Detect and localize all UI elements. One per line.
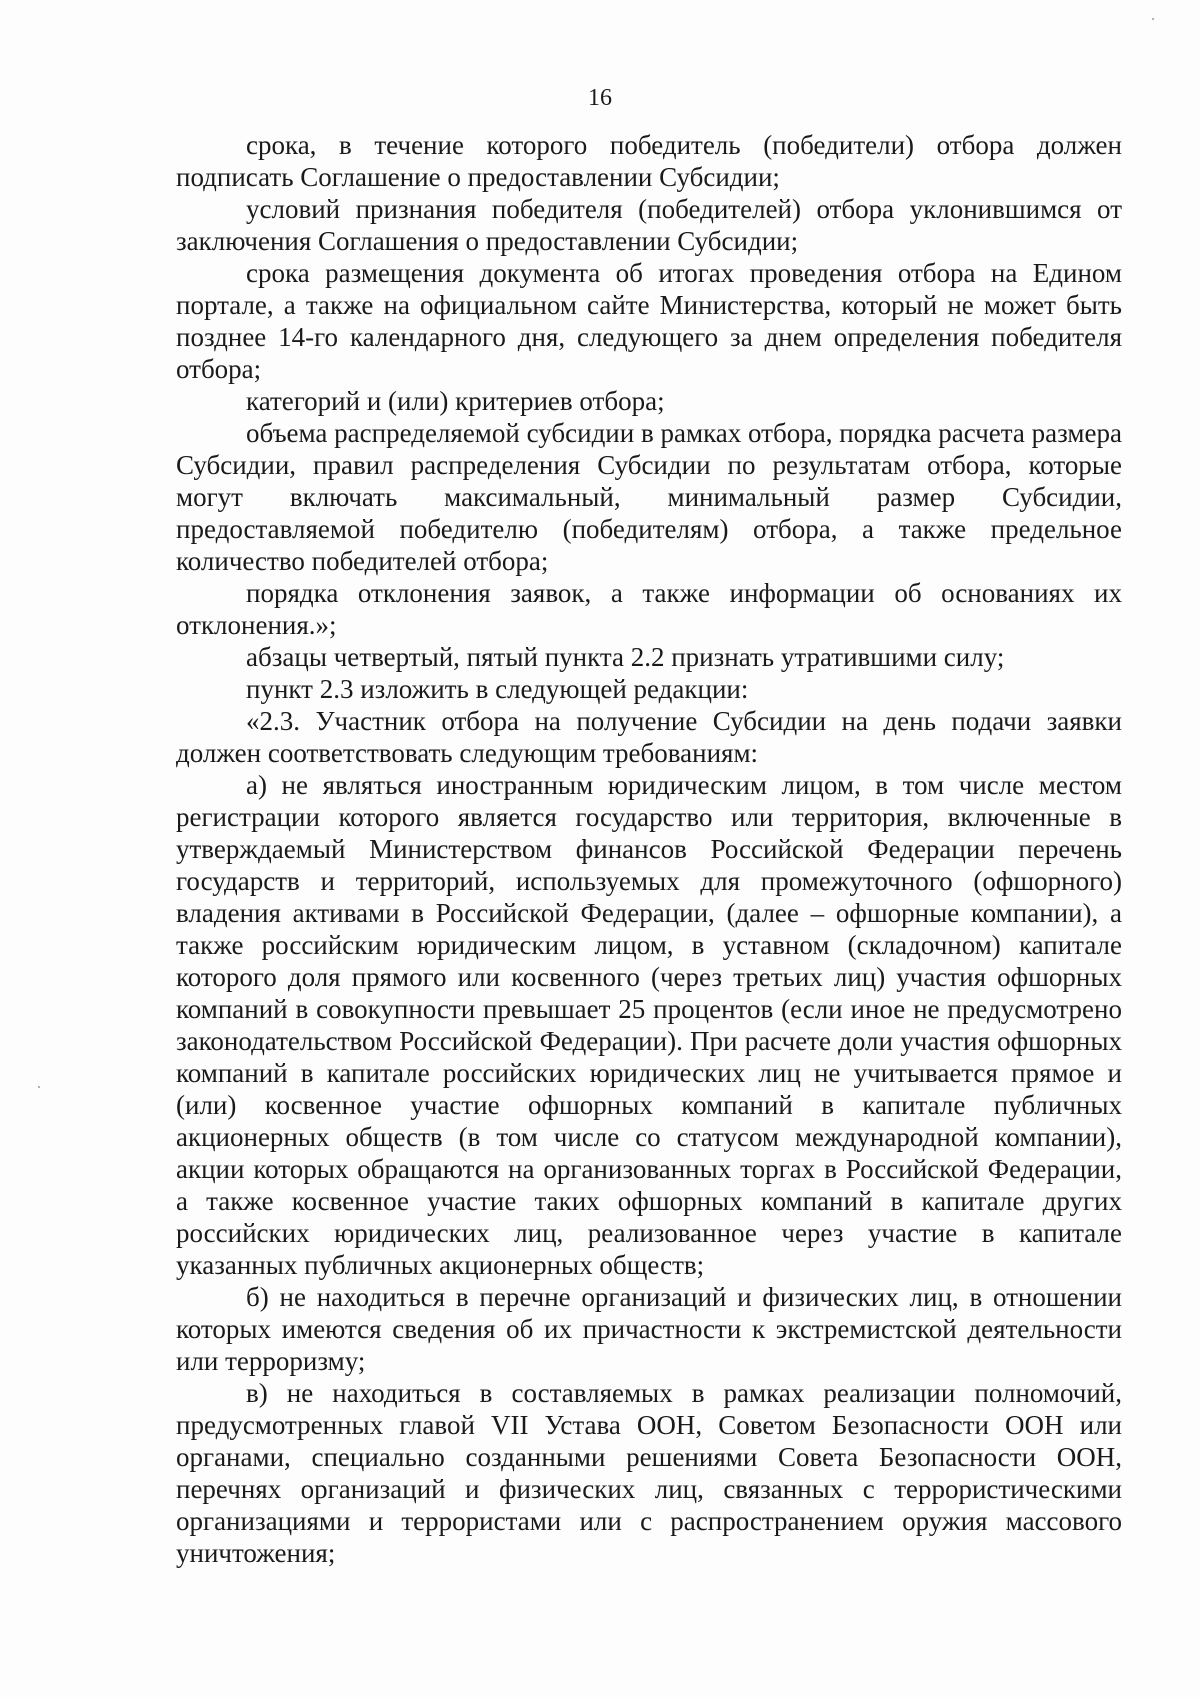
paragraph: категорий и (или) критериев отбора; [246, 386, 665, 416]
paragraph: пункт 2.3 изложить в следующей редакции: [246, 674, 749, 704]
document-body [176, 129, 1122, 1569]
paragraph: абзацы четвертый, пятый пункта 2.2 признать утратившими силу; [246, 642, 1005, 672]
paragraph: условий признания победителя (победителей) отбора уклонившимся от заключения Соглашения о предоставлении Субсидии; [176, 194, 1122, 256]
paragraph: срока размещения документа об итогах проведения отбора на Едином портале, а также на официальном сайте Министерства, который не может быть позднее 14-го календарного дня, следующего за днем определения победителя отбора; [176, 258, 1122, 384]
paragraph: срока, в течение которого победитель (победители) отбора должен подписать Соглашение о предоставлении Субсидии; [176, 130, 1122, 192]
paragraph: в) не находиться в составляемых в рамках реализации полномочий, предусмотренных главой VII Устава ООН, Советом Безопасности ООН или органами, специально созданными решениями Совета Безопасности ООН, перечнях организаций и физических лиц, связанных с террористическими организациями и террористами или с распространением оружия массового уничтожения; [176, 1378, 1122, 1568]
paragraph: б) не находиться в перечне организаций и физических лиц, в отношении которых имеются сведения об их причастности к экстремистской деятельности или терроризму; [176, 1282, 1122, 1376]
scan-speck [38, 1086, 40, 1088]
paragraph: объема распределяемой субсидии в рамках отбора, порядка расчета размера Субсидии, правил распределения Субсидии по результатам отбора, которые могут включать максимальный, минимальный размер Субсидии, предоставляемой победителю (победителям) отбора, а также предельное количество победителей отбора; [176, 418, 1122, 576]
scan-speck [1152, 18, 1154, 20]
paragraph: а) не являться иностранным юридическим лицом, в том числе местом регистрации которого является государство или территория, включенные в утверждаемый Министерством финансов Российской Федерации перечень государств и территорий, используемых для промежуточного (офшорного) владения активами в Российской Федерации, (далее – офшорные компании), а также российским юридическим лицом, в уставном (складочном) капитале которого доля прямого или косвенного (через третьих лиц) участия офшорных компаний в совокупности превышает 25 процентов (если иное не предусмотрено законодательством Российской Федерации). При расчете доли участия офшорных компаний в капитале российских юридических лиц не учитывается прямое и (или) косвенное участие офшорных компаний в капитале публичных акционерных обществ (в том числе со статусом международной компании), акции которых обращаются на организованных торгах в Российской Федерации, а также косвенное участие таких офшорных компаний в капитале других российских юридических лиц, реализованное через участие в капитале указанных публичных акционерных обществ; [176, 770, 1122, 1280]
paragraph: порядка отклонения заявок, а также информации об основаниях их отклонения.»; [176, 578, 1122, 640]
paragraph: «2.3. Участник отбора на получение Субсидии на день подачи заявки должен соответствовать следующим требованиям: [176, 706, 1122, 768]
page-number: 16 [588, 85, 612, 111]
